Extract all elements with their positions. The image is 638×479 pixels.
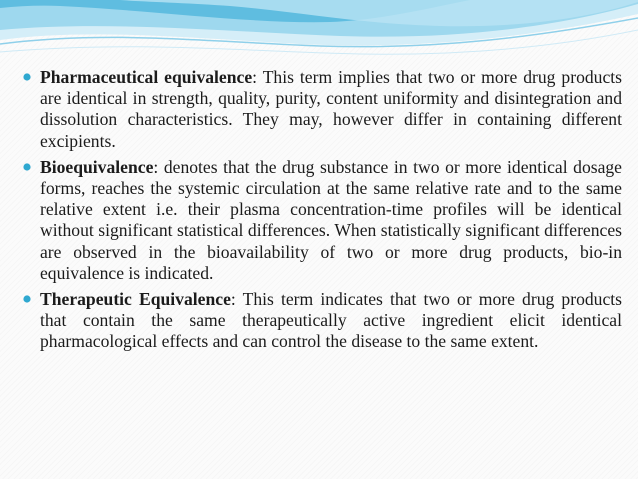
bullet-icon: [22, 294, 32, 304]
header-wave-banner: [0, 0, 638, 62]
term-description: This term indicates that two or more drug products that contain the same therapeutically active ingredient elicit identical pharmacological effects and can control the disease to the same extent.: [40, 289, 622, 352]
term-separator: :: [230, 289, 243, 310]
term-description: denotes that the drug substance in two or more identical dosage forms, reaches the systemic circulation at the same relative rate and to the same relative extent i.e. their plasma concentration-time profiles will be identical without significant statistical differences. When statistically significant differences are observed in the bioavailability of two or more drug products, bio-in equivalence is indicated.: [40, 156, 622, 283]
term-separator: :: [252, 67, 263, 87]
bullet-list: [22, 67, 622, 353]
bullet-icon: [22, 72, 32, 82]
term-description: This term implies that two or more drug products are identical in strength, quality, purity, content uniformity and disintegration and dissolution characteristics. They may, however differ in containing different excipients.: [40, 67, 623, 151]
term-label: Bioequivalence: [40, 156, 154, 177]
bullet-icon: [22, 162, 32, 172]
term-label: Therapeutic Equivalence: [40, 289, 231, 310]
term-label: Pharmaceutical equivalence: [40, 67, 253, 87]
bullet-item-therapeutic-equivalence: [22, 289, 622, 353]
bullet-item-bioequivalence: [22, 157, 622, 284]
term-separator: :: [153, 156, 164, 177]
bullet-item-pharmaceutical-equivalence: [22, 67, 622, 152]
